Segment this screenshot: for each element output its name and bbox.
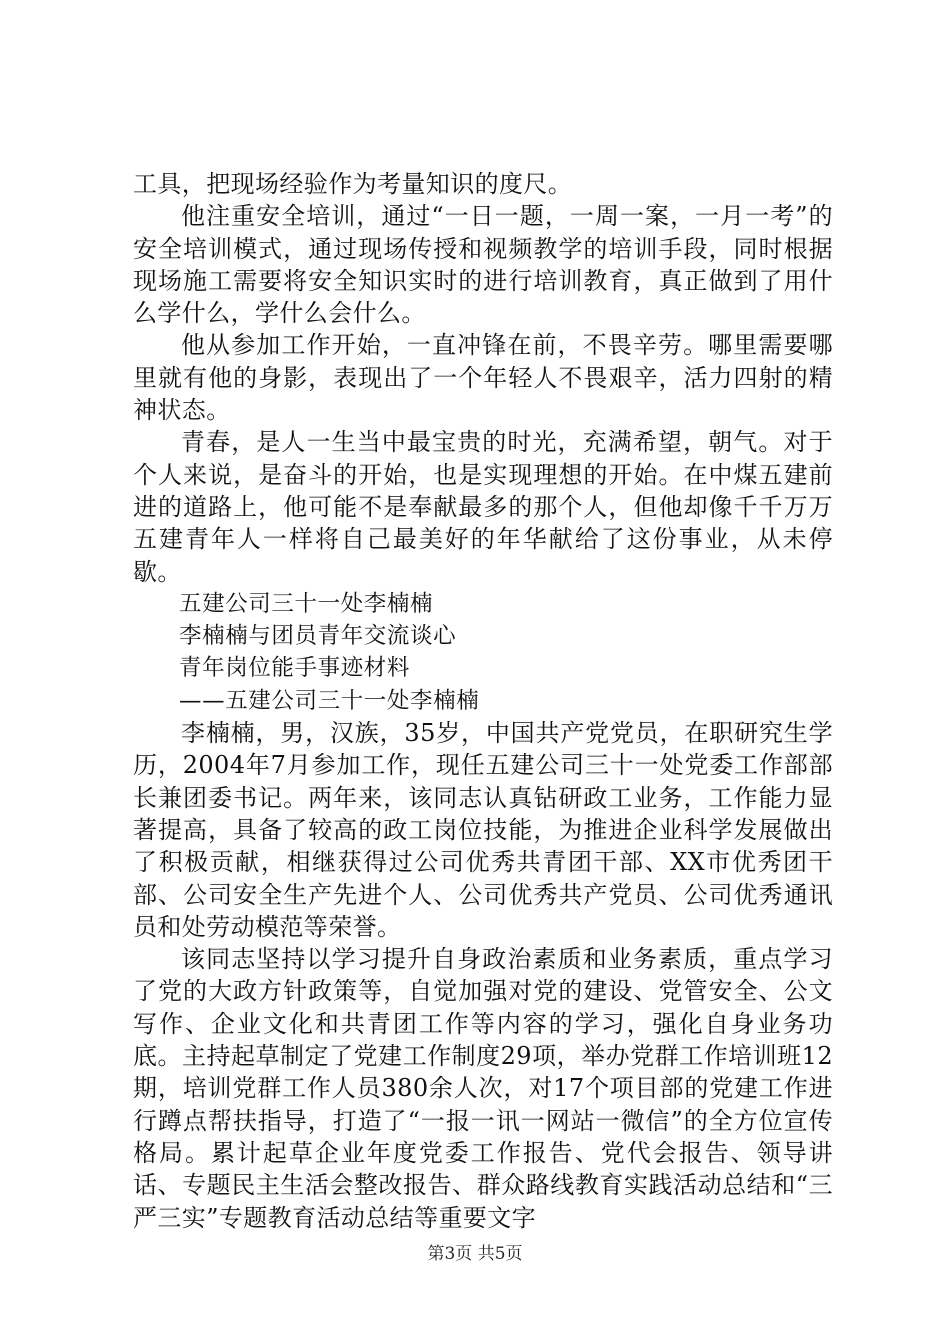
heading-subtitle: ——五建公司三十一处李楠楠 (179, 687, 480, 714)
paragraph-youth: 青春，是人一生当中最宝贵的时光，充满希望，朝气。对于个人来说，是奋斗的开始，也是实现理想的开始。在中煤五建前进的道路上，他可能不是奉献最多的那个人，但他却像千千万万五建青年人一样将自己最美好的年华献给了这份事业，从未停歇。 (133, 428, 833, 586)
heading-title: 青年岗位能手事迹材料 (179, 655, 411, 682)
document-body (133, 168, 833, 1234)
paragraph-profile: 李楠楠，男，汉族，35岁，中国共产党党员，在职研究生学历，2004年7月参加工作，现任五建公司三十一处党委工作部部长兼团委书记。两年来，该同志认真钻研政工业务，工作能力显著提高，具备了较高的政工岗位技能，为推进企业科学发展做出了积极贡献，相继获得过公司优秀共青团干部、XX市优秀团干部、公司安全生产先进个人、公司优秀共产党员、公司优秀通讯员和处劳动模范等荣誉。 (133, 719, 833, 941)
heading-author: 五建公司三十一处李楠楠 (179, 590, 434, 617)
page-footer: 第3页 共5页 (427, 1244, 523, 1264)
paragraph-safety-training: 他注重安全培训，通过“一日一题，一周一案，一月一考”的安全培训模式，通过现场传授和视频教学的培训手段，同时根据现场施工需要将安全知识实时的进行培训教育，真正做到了用什么学什么，学什么会什么。 (133, 202, 833, 328)
paragraph-hardworking: 他从参加工作开始，一直冲锋在前，不畏辛劳。哪里需要哪里就有他的身影，表现出了一个年轻人不畏艰辛，活力四射的精神状态。 (133, 331, 833, 425)
heading-caption: 李楠楠与团员青年交流谈心 (179, 623, 457, 650)
paragraph-study: 该同志坚持以学习提升自身政治素质和业务素质，重点学习了党的大政方针政策等，自觉加强对党的建设、党管安全、公文写作、企业文化和共青团工作等内容的学习，强化自身业务功底。主持起草制定了党建工作制度29项，举办党群工作培训班12期，培训党群工作人员380余人次，对17个项目部的党建工作进行蹲点帮扶指导，打造了“一报一讯一网站一微信”的全方位宣传格局。累计起草企业年度党委工作报告、党代会报告、领导讲话、专题民主生活会整改报告、群众路线教育实践活动总结和“三严三实”专题教育活动总结等重要文字 (133, 945, 833, 1232)
paragraph-continuation: 工具，把现场经验作为考量知识的度尺。 (133, 170, 573, 198)
